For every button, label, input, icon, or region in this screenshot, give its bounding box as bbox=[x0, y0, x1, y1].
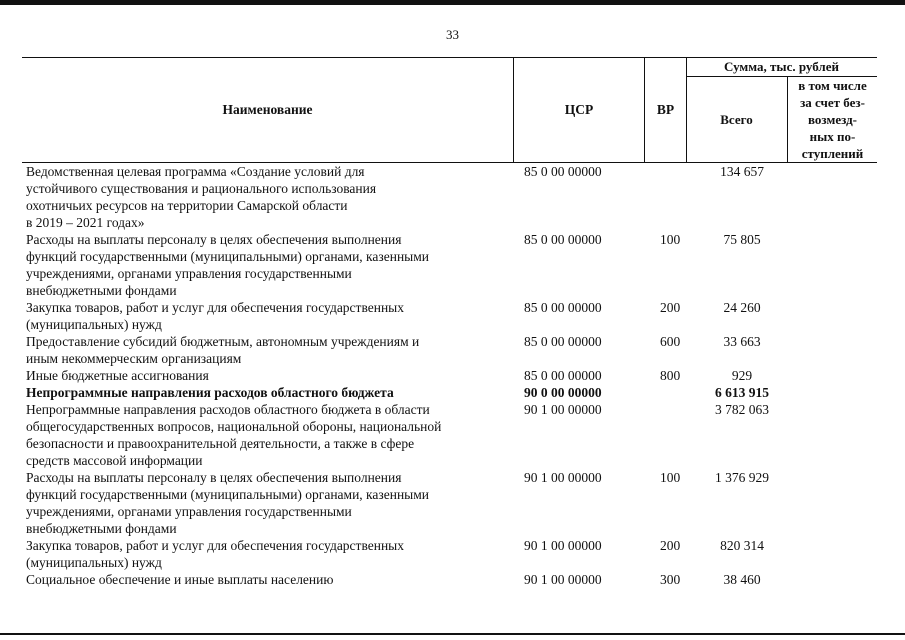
row-free bbox=[792, 299, 877, 333]
row-free bbox=[792, 333, 877, 367]
row-name: Непрограммные направления расходов областного бюджета bbox=[26, 385, 394, 400]
table-header bbox=[22, 57, 877, 163]
table-row bbox=[22, 401, 877, 469]
row-csr: 90 1 00 00000 bbox=[524, 470, 602, 485]
table-row bbox=[22, 231, 877, 299]
row-csr: 85 0 00 00000 bbox=[524, 164, 602, 179]
row-free bbox=[792, 163, 877, 231]
table-body bbox=[22, 163, 877, 588]
row-total: 75 805 bbox=[723, 232, 761, 247]
top-border-rule bbox=[0, 0, 905, 5]
row-total: 929 bbox=[731, 368, 753, 383]
row-total: 820 314 bbox=[720, 538, 764, 553]
row-vr: 600 bbox=[660, 334, 681, 349]
row-vr: 100 bbox=[660, 232, 681, 247]
row-vr bbox=[656, 163, 692, 231]
header-name: Наименование bbox=[222, 102, 313, 117]
table-row bbox=[22, 299, 877, 333]
row-csr: 85 0 00 00000 bbox=[524, 232, 602, 247]
row-free bbox=[792, 401, 877, 469]
row-vr: 100 bbox=[660, 470, 681, 485]
row-total: 1 376 929 bbox=[715, 470, 769, 485]
row-vr bbox=[656, 401, 692, 469]
table-row bbox=[22, 384, 877, 401]
table-row bbox=[22, 333, 877, 367]
row-name: Расходы на выплаты персоналу в целях обеспечения выполнения функций государственными (муниципальными) органами, казенными учреждениями, органами управления государственными внебюджетными фондами bbox=[26, 470, 430, 536]
row-vr bbox=[656, 384, 692, 401]
row-name: Социальное обеспечение и иные выплаты населению bbox=[26, 572, 334, 587]
row-vr: 300 bbox=[660, 572, 681, 587]
row-total: 24 260 bbox=[723, 300, 761, 315]
row-name: Расходы на выплаты персоналу в целях обеспечения выполнения функций государственными (муниципальными) органами, казенными учреждениями, органами управления государственными внебюджетными фондами bbox=[26, 232, 430, 298]
table-row bbox=[22, 163, 877, 231]
row-name: Закупка товаров, работ и услуг для обеспечения государственных (муниципальных) нужд bbox=[26, 300, 405, 332]
row-total: 6 613 915 bbox=[715, 385, 769, 400]
table-row bbox=[22, 469, 877, 537]
row-name: Закупка товаров, работ и услуг для обеспечения государственных (муниципальных) нужд bbox=[26, 538, 405, 570]
row-csr: 85 0 00 00000 bbox=[524, 368, 602, 383]
row-total: 38 460 bbox=[723, 572, 761, 587]
table-row bbox=[22, 537, 877, 571]
header-vr: ВР bbox=[656, 102, 675, 117]
page-number: 33 bbox=[446, 27, 459, 42]
bottom-border-rule bbox=[0, 633, 905, 635]
row-name: Ведомственная целевая программа «Создание условий для устойчивого существования и рационального использования охотничьих ресурсов на территории Самарской области в 2019 – 2021 годах» bbox=[26, 164, 377, 230]
row-vr: 800 bbox=[660, 368, 681, 383]
row-free bbox=[792, 537, 877, 571]
row-free bbox=[792, 571, 877, 588]
row-total: 3 782 063 bbox=[715, 402, 769, 417]
row-free bbox=[792, 384, 877, 401]
row-free bbox=[792, 231, 877, 299]
row-name: Непрограммные направления расходов областного бюджета в области общегосударственных вопросов, национальной обороны, национальной безопасности и правоохранительной деятельности, а также в сфере средств массовой информации bbox=[26, 402, 442, 468]
header-total: Всего bbox=[720, 111, 753, 127]
row-csr: 90 0 00 00000 bbox=[524, 385, 602, 400]
row-name: Иные бюджетные ассигнования bbox=[26, 368, 209, 383]
budget-table bbox=[22, 57, 877, 588]
row-total: 134 657 bbox=[720, 164, 764, 179]
row-csr: 90 1 00 00000 bbox=[524, 538, 602, 553]
row-free bbox=[792, 367, 877, 384]
row-name: Предоставление субсидий бюджетным, автономным учреждениям и иным некоммерческим организациям bbox=[26, 334, 420, 366]
header-csr: ЦСР bbox=[564, 102, 594, 117]
header-sum-title: Сумма, тыс. рублей bbox=[686, 58, 877, 77]
row-csr: 85 0 00 00000 bbox=[524, 300, 602, 315]
header-free-receipts: в том числе за счет без- возмезд- ных по- ступлений bbox=[798, 78, 867, 161]
row-csr: 90 1 00 00000 bbox=[524, 402, 602, 417]
row-vr: 200 bbox=[660, 538, 681, 553]
row-total: 33 663 bbox=[723, 334, 761, 349]
row-free bbox=[792, 469, 877, 537]
row-csr: 90 1 00 00000 bbox=[524, 572, 602, 587]
row-csr: 85 0 00 00000 bbox=[524, 334, 602, 349]
table-row bbox=[22, 571, 877, 588]
table-row bbox=[22, 367, 877, 384]
row-vr: 200 bbox=[660, 300, 681, 315]
